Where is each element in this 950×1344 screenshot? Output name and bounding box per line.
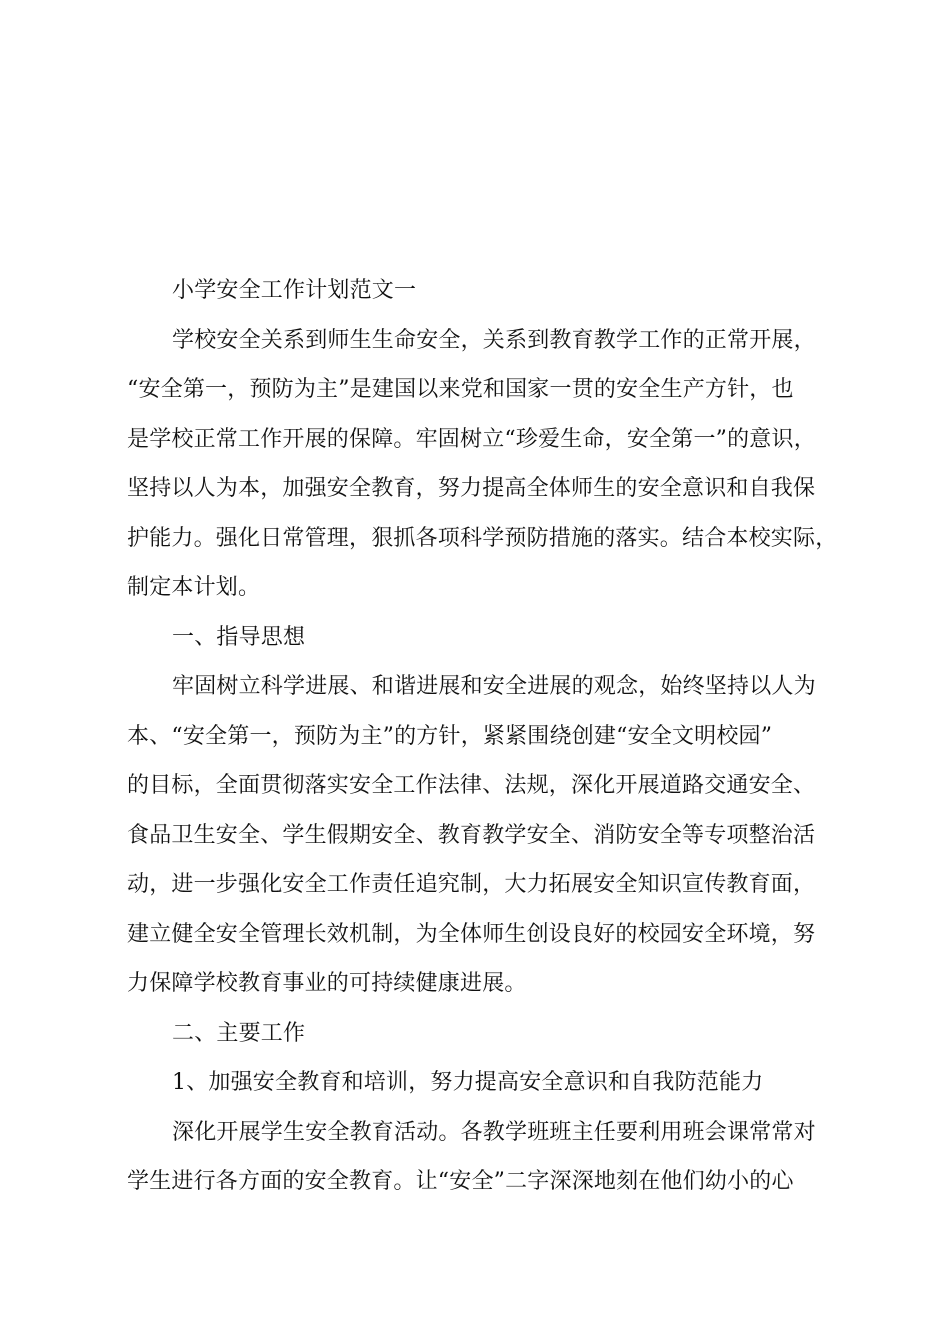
paragraph-line: 深化开展学生安全教育活动。各教学班班主任要利用班会课常常对 — [172, 1119, 816, 1145]
paragraph-line: 是学校正常工作开展的保障。牢固树立“珍爱生命，安全第一”的意识， — [127, 426, 816, 452]
section-heading: 一、指导思想 — [172, 624, 306, 650]
paragraph-line: 建立健全安全管理长效机制，为全体师生创设良好的校园安全环境，努 — [127, 921, 816, 947]
subsection-heading: 1、加强安全教育和培训，努力提高安全意识和自我防范能力 — [172, 1070, 764, 1095]
paragraph-line: 食品卫生安全、学生假期安全、教育教学安全、消防安全等专项整治活 — [127, 822, 816, 848]
paragraph-line: 护能力。强化日常管理，狠抓各项科学预防措施的落实。结合本校实际， — [127, 525, 838, 551]
paragraph-line: 学生进行各方面的安全教育。让“安全”二字深深地刻在他们幼小的心 — [127, 1169, 794, 1194]
paragraph-line: 的目标，全面贯彻落实安全工作法律、法规，深化开展道路交通安全、 — [127, 773, 816, 798]
paragraph-line: 制定本计划。 — [127, 575, 261, 600]
paragraph-line: 动，进一步强化安全工作责任追究制，大力拓展安全知识宣传教育面， — [127, 872, 816, 897]
document-body — [127, 266, 838, 1207]
paragraph-line: 牢固树立科学进展、和谐进展和安全进展的观念，始终坚持以人为 — [172, 674, 816, 699]
paragraph-line: 学校安全关系到师生生命安全，关系到教育教学工作的正常开展， — [172, 327, 816, 353]
document-title: 小学安全工作计划范文一 — [172, 278, 417, 303]
section-heading: 二、主要工作 — [172, 1020, 306, 1046]
paragraph-line: 本、“安全第一，预防为主”的方针，紧紧围绕创建“安全文明校园” — [127, 723, 773, 749]
paragraph-line: “安全第一，预防为主”是建国以来党和国家一贯的安全生产方针，也 — [127, 377, 794, 402]
paragraph-line: 力保障学校教育事业的可持续健康进展。 — [127, 971, 527, 996]
paragraph-line: 坚持以人为本，加强安全教育，努力提高全体师生的安全意识和自我保 — [127, 476, 816, 501]
